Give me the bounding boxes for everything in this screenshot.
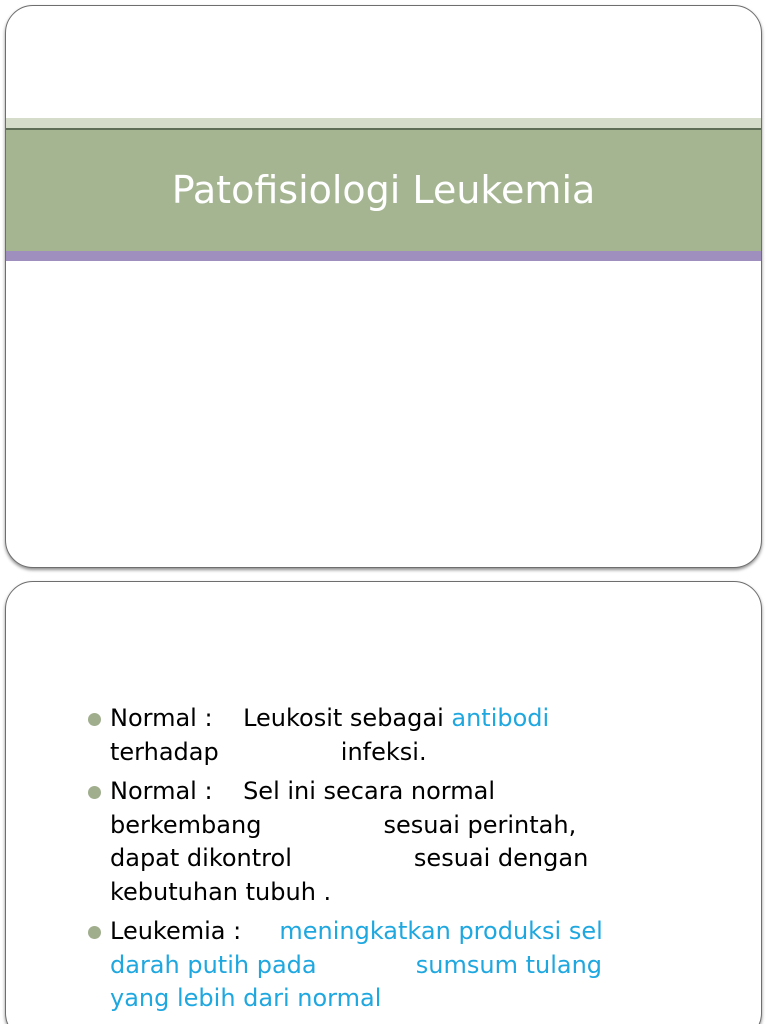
title-band-bottom-stripe [6,251,761,261]
bullet-line [110,915,724,949]
bullet-line [110,949,724,983]
highlighted-text: meningkatkan produksi sel [279,917,603,945]
bullet-line [110,982,724,1016]
bullet-line [110,876,724,910]
bullet-line [110,736,724,770]
bullet-line [110,775,724,809]
bullet-line [110,702,724,736]
bullet-list [84,702,724,1022]
bullet-dot-icon [88,786,101,799]
bullet-text: Leukemia : [110,917,280,945]
bullet-line [110,809,724,843]
highlighted-text: yang lebih dari normal [110,984,382,1012]
bullet-item [84,915,724,1016]
bullet-item [84,702,724,769]
bullet-text: kebutuhan tubuh . [110,877,332,906]
title-band-top-stripe [6,118,761,128]
bullet-text: dapat dikontrol sesuai dengan [110,844,589,872]
bullet-dot-icon [88,713,101,726]
slide-title: Patofisiologi Leukemia [171,168,596,212]
bullet-text: Normal : Sel ini secara normal [110,777,496,805]
bullet-text: Normal : Leukosit sebagai [110,704,452,732]
content-slide [5,581,762,1024]
title-slide [5,5,762,568]
title-band [6,130,761,251]
bullet-item [84,775,724,909]
bullet-dot-icon [88,926,101,939]
bullet-text: berkembang sesuai perintah, [110,810,577,839]
highlighted-text: darah putih pada sumsum tulang [110,950,603,979]
highlighted-text: antibodi [451,704,550,732]
bullet-text: terhadap infeksi. [110,737,427,766]
bullet-line [110,842,724,876]
